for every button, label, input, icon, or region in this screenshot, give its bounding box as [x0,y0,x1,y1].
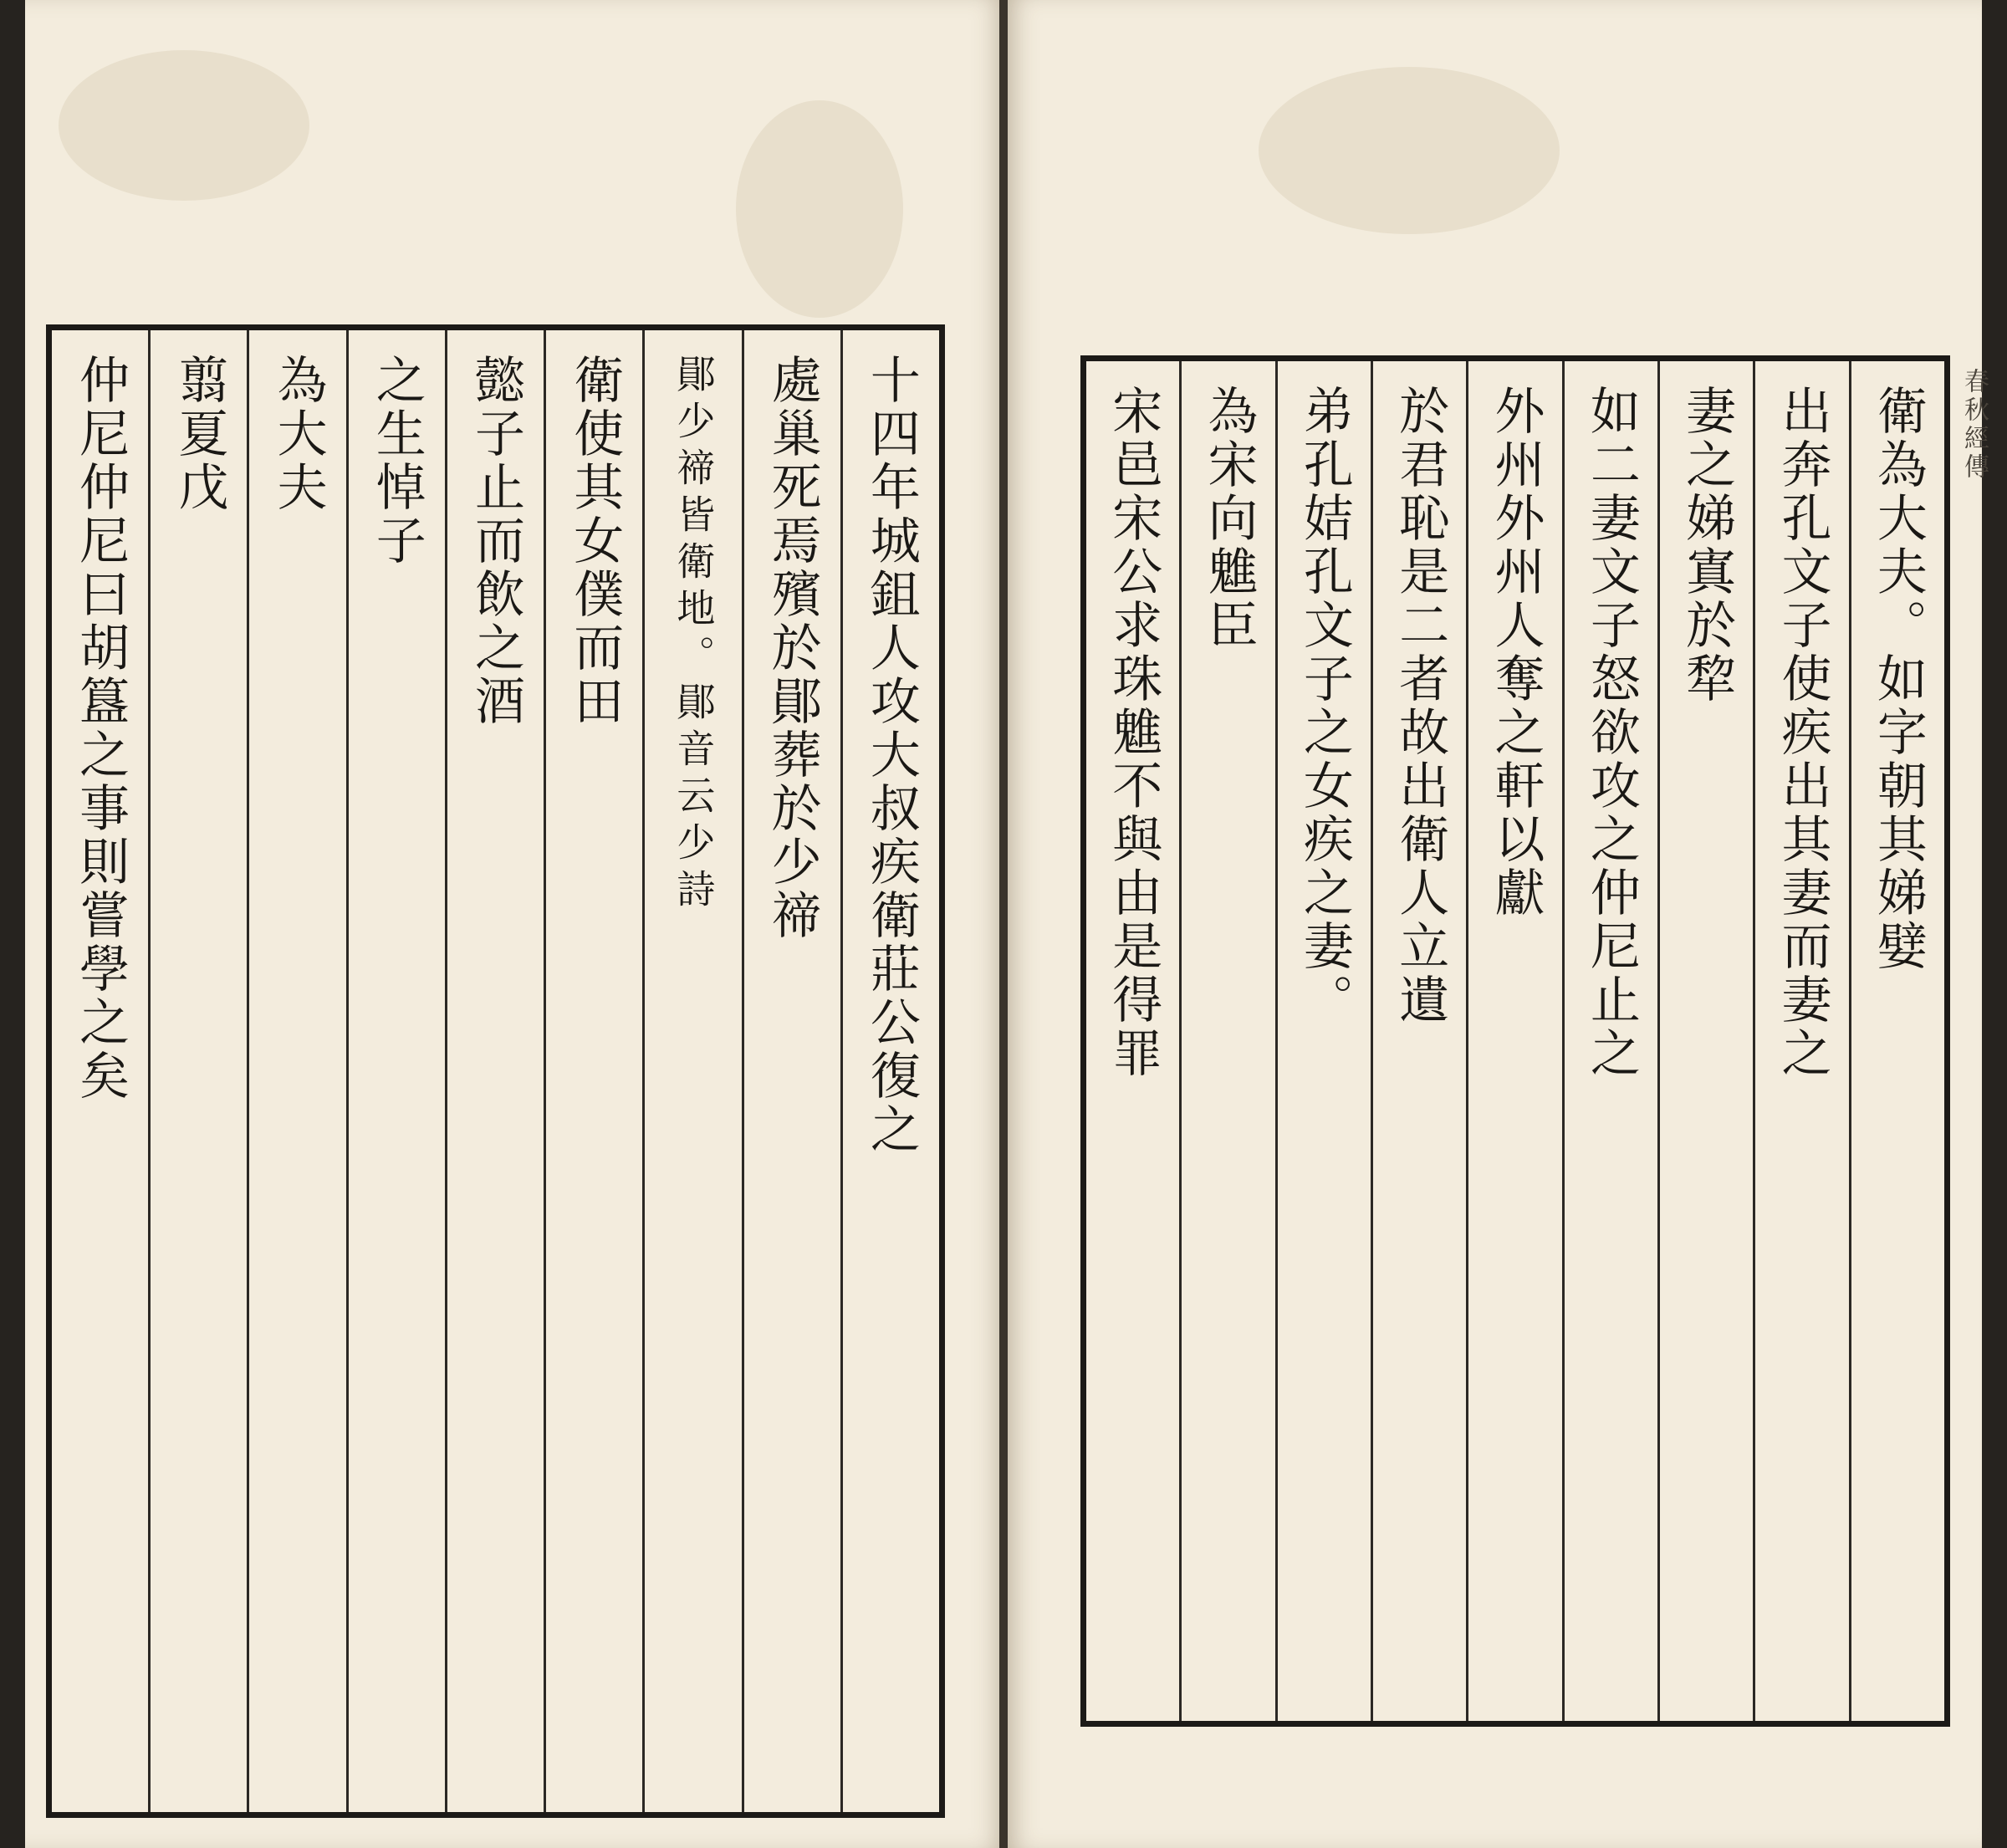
column-text: 之生悼子 [367,354,426,568]
text-column [346,330,445,1812]
column-text: 妻之娣寘於犂 [1678,385,1737,706]
column-text: 懿子止而飲之酒 [467,354,526,728]
text-column [1371,361,1466,1721]
text-column [1562,361,1657,1721]
column-text: 外州外州人奪之軒以獻 [1486,385,1545,920]
text-column [52,330,148,1812]
text-column [247,330,345,1812]
column-text: 翦夏戊 [170,354,229,514]
column-text: 於君恥是二者故出衛人立遺 [1391,385,1450,1027]
text-column [840,330,939,1812]
paper-stain [59,50,309,201]
column-text: 如二妻文子怒欲攻之仲尼止之 [1581,385,1641,1080]
paper-stain [1259,67,1560,234]
text-column [1849,361,1944,1721]
text-column [742,330,840,1812]
column-text: 鄖少禘皆衛地。鄖音云少詩 [671,354,717,916]
right-text-frame [1080,355,1950,1727]
column-text: 宋邑宋公求珠魋不與由是得罪 [1104,385,1163,1080]
left-columns [52,330,939,1812]
column-text: 十四年城鉏人攻大叔疾衛莊公復之 [861,354,921,1156]
margin-title: 春秋經傳 [1959,368,1989,482]
column-text: 為宋向魋臣 [1199,385,1259,652]
text-column [1753,361,1848,1721]
text-column [148,330,247,1812]
text-column [544,330,642,1812]
right-columns [1086,361,1944,1721]
column-text: 弟孔姞孔文子之女疾之妻。 [1295,385,1354,1027]
book-edge-right [1982,0,2007,1848]
text-column [1275,361,1371,1721]
column-text: 衛使其女僕而田 [565,354,625,728]
column-text: 仲尼仲尼曰胡簋之事則嘗學之矣 [71,354,130,1103]
text-column [642,330,741,1812]
column-text: 處巢死焉殯於鄖葬於少禘 [763,354,822,942]
text-column [1086,361,1179,1721]
paper-stain [736,100,903,318]
column-text: 出奔孔文子使疾出其妻而妻之 [1773,385,1832,1080]
column-text: 衛為大夫。如字朝其娣嬖 [1868,385,1928,973]
left-text-frame [46,324,945,1818]
book-edge-left [0,0,25,1848]
column-text: 為大夫 [268,354,328,514]
text-column [1657,361,1753,1721]
text-column [1179,361,1274,1721]
text-column [445,330,544,1812]
text-column [1466,361,1561,1721]
